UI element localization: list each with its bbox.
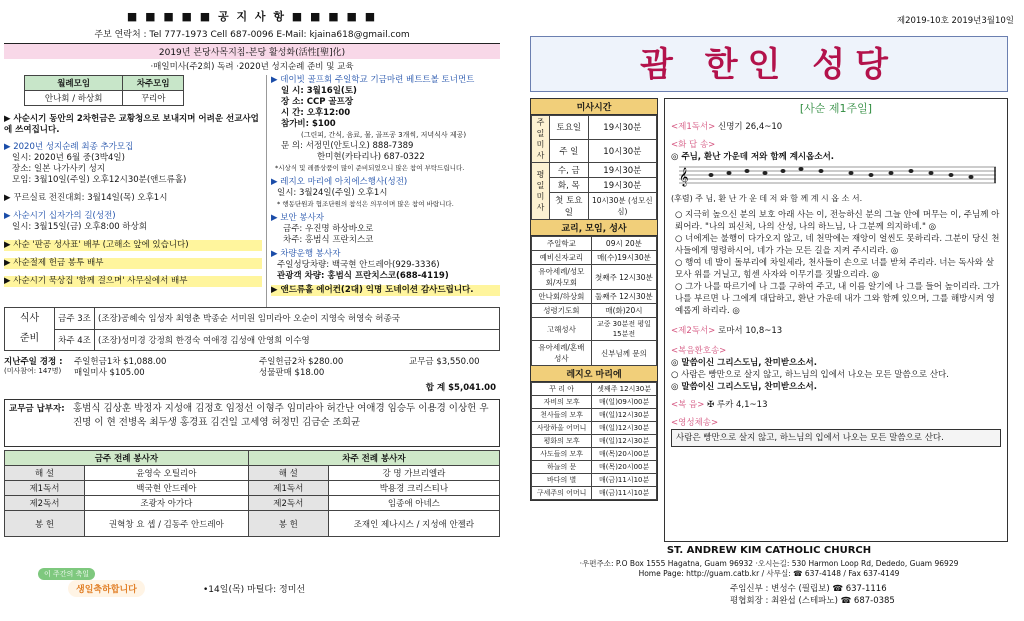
edu-time-4: 둘째주 12시30분	[591, 290, 656, 304]
server-role2-2: 제1독서	[248, 481, 328, 496]
event-security-this: 금주: 우진명 하상바오로	[283, 224, 374, 234]
donor-box	[4, 399, 500, 447]
meeting-table	[24, 75, 184, 106]
notice-title: ■ ■ ■ ■ ■ 공 지 사 항 ■ ■ ■ ■ ■	[126, 10, 378, 23]
notice-area	[4, 75, 500, 307]
acclamation-label: <복음환호송>	[671, 346, 727, 356]
edu-table	[531, 236, 657, 366]
second-reading-label: <제2독서>	[671, 326, 716, 336]
legio-time-1: 셋째주 12시30분	[592, 383, 657, 396]
score-lyrics: (후렴) 주 님, 환 난 가 운 데 저 와 함 께 계 시 옵 소 서.	[671, 194, 863, 203]
server-this-2: 백국현 안드레아	[85, 481, 249, 496]
season-title: [사순 제1주일]	[799, 102, 873, 115]
server-role2-1: 해 설	[248, 466, 328, 481]
birthday-area	[8, 566, 500, 606]
event-acies: ▶ 레지오 마리에 아치에스행사(성전)	[271, 177, 408, 187]
church-english-name: ST. ANDREW KIM CATHOLIC CHURCH	[666, 545, 872, 556]
event-acies-note: * 행동단원과 협조단원의 참석은 의무이며 많은 참여 바랍니다.	[277, 200, 454, 208]
edu-name-2: 예비신자교리	[532, 251, 592, 265]
mass-time-1: 19시30분	[588, 116, 656, 140]
offering-area	[4, 353, 500, 397]
event-golf-note: *시상식 및 레플상품이 많이 준비되었으니 많은 참여 부탁드립니다.	[275, 164, 465, 172]
mass-group-sunday: 주일미사	[532, 116, 550, 163]
notice-pilgrimage-meet: 모임: 3월10일(주일) 오후12시30분(앤드류홀)	[12, 175, 187, 185]
legio-name-4: 사랑하올 어머니	[532, 422, 592, 435]
server-role-1: 해 설	[5, 466, 85, 481]
server-next-4: 조재인 제나시스 / 지성애 안젤라	[328, 511, 499, 537]
legio-name-6: 사도들의 모후	[532, 448, 592, 461]
edu-time-1: 09시 20분	[591, 237, 656, 251]
event-driver-1: 주일성당차량: 백국현 안드레아(929-3336)	[277, 260, 440, 270]
first-reading-ref: 신명기 26,4~10	[718, 122, 783, 132]
meal-next-names: (조장)성미경 강정희 한경숙 여애경 김성애 안영희 이수영	[95, 329, 500, 351]
legio-time-7: 매(목)20시00분	[592, 461, 657, 474]
edu-name-1: 주일학교	[532, 237, 592, 251]
event-security: ▶ 보안 봉사자	[271, 213, 324, 223]
mass-time-3: 19시30분	[588, 163, 656, 178]
meal-this-group: 금주 3조	[55, 308, 95, 330]
psalm-verse-1: ○ 지극히 높으신 분의 보호 아래 사는 이, 전능하신 분의 그늘 안에 머무는 이, 주님께 아뢰어라. "나의 피신처, 나의 산성, 나의 하느님, 나 그분께 의지하네." ◎	[675, 210, 1000, 232]
psalm-label: <화 답 송>	[671, 140, 716, 150]
server-role2-4: 봉 헌	[248, 511, 328, 537]
edu-time-7: 신부님께 문의	[591, 341, 656, 366]
legio-name-7: 하늘의 문	[532, 461, 592, 474]
event-golf-time: 시 간: 오후12:00	[281, 108, 351, 118]
legio-time-4: 매(일)12시30분	[592, 422, 657, 435]
mass-day-2: 주 일	[550, 139, 589, 163]
edu-name-4: 안나회/하상회	[532, 290, 592, 304]
legio-time-9: 매(금)11시10분	[592, 487, 657, 500]
notice-pilgrimage-place: 장소: 일본 나가사키 성지	[12, 164, 106, 174]
server-role-3: 제2독서	[5, 496, 85, 511]
edu-time-2: 매(수)19시30분	[591, 251, 656, 265]
notice-stations: ▶ 사순시기 십자가의 길(성전)	[4, 211, 116, 221]
notice-envelope: ▶ 사순절제 헌금 봉투 배부	[4, 258, 262, 269]
birthday-label: 생일축하합니다	[68, 580, 145, 597]
mass-day-5: 첫 토요일	[550, 193, 589, 220]
music-score	[671, 163, 1001, 189]
offering-tithe: 교무금 $3,550.00	[409, 357, 480, 367]
gospel-ref: ✠ 루카 4,1~13	[707, 400, 768, 410]
legio-head: 레지오 마리에	[531, 366, 657, 382]
event-acies-date: 일시: 3월24일(주일) 오후1시	[277, 188, 388, 198]
church-homepage: Home Page: http://guam.catb.kr / 사무실: ☎ 637-4148 / Fax 637-4149	[638, 569, 900, 578]
edu-name-5: 성령기도회	[532, 304, 592, 318]
event-golf-contact-2: 한미현(카타리나) 687-0322	[317, 152, 425, 162]
servers-head-next: 차주 전례 봉사자	[248, 451, 499, 466]
edu-time-3: 첫째주 12시30분	[591, 265, 656, 290]
offering-total: 합 계 $5,041.00	[425, 383, 496, 393]
notice-offering: ▶ 사순시기 동안의 2차헌금은 교황청으로 보내지며 어려운 선교사업에 쓰여집니다.	[4, 114, 259, 135]
notice-confession-card: ▶ 사순 '판공 성사표' 배부 (고해소 앞에 있습니다)	[4, 240, 262, 251]
mass-day-3: 수, 금	[550, 163, 589, 178]
offering-label: 지난주일 경정 :	[4, 357, 63, 367]
servers-table	[4, 450, 500, 537]
mass-day-4: 화, 목	[550, 178, 589, 193]
pastoral-motto-sub: ·매일미사(주2회) 독려 ·2020년 성지순례 준비 및 교육	[150, 62, 354, 72]
notice-pilgrimage: ▶ 2020년 성지순례 최종 추가모집	[4, 142, 134, 152]
psalm-refrain: ◎ 주님, 환난 가운데 저와 함께 계시옵소서.	[671, 152, 835, 162]
birthday-text: •14일(목) 마틸다: 정미선	[203, 585, 306, 595]
meal-label-1: 식사	[19, 313, 40, 324]
second-reading-ref: 로마서 10,8~13	[718, 326, 783, 336]
edu-name-7: 유아세례/혼배성사	[532, 341, 592, 366]
acclamation-1: ◎ 말씀이신 그리스도님, 찬미받으소서.	[671, 358, 817, 368]
church-info	[530, 559, 1008, 579]
server-next-2: 박용경 크리스티나	[328, 481, 499, 496]
event-golf-date: 일 시: 3월16일(토)	[281, 86, 357, 96]
legio-name-2: 자비의 모후	[532, 396, 592, 409]
liturgy-panel	[664, 98, 1008, 542]
notice-meditation: ▶ 사순시기 묵상집 '함께 걸으며' 사무실에서 배부	[4, 276, 262, 287]
edu-head: 교리, 모임, 성사	[531, 220, 657, 236]
offering-goods: 성물판매 $18.00	[259, 368, 325, 378]
meeting-head-monthly: 월례모임	[25, 76, 123, 91]
right-page	[520, 0, 1020, 621]
edu-name-3: 유아세례/성모회/자모회	[532, 265, 592, 290]
offering-daily: 매일미사 $105.00	[74, 368, 145, 378]
legio-time-8: 매(금)11시10분	[592, 474, 657, 487]
first-reading-label: <제1독서>	[671, 122, 716, 132]
offering-first: 주일헌금1차 $1,088.00	[74, 357, 167, 367]
legio-table	[531, 382, 657, 500]
birthday-tag: 이 주간의 축일	[38, 568, 95, 580]
notice-stations-date: 일시: 3월15일(금) 오후8:00 하상회	[12, 222, 148, 232]
servers-head-this: 금주 전례 봉사자	[5, 451, 249, 466]
server-this-4: 권혁창 요 셉 / 김동주 안드레아	[85, 511, 249, 537]
mass-time-4: 19시30분	[588, 178, 656, 193]
meal-next-group: 차주 4조	[55, 329, 95, 351]
church-name: 괌 한인 성당	[530, 36, 1008, 92]
mass-head: 미사시간	[531, 99, 657, 115]
event-golf-place: 장 소: CCP 골프장	[281, 97, 354, 107]
schedule-panel	[530, 98, 658, 501]
meeting-val-monthly: 안나회 / 하상회	[25, 91, 123, 106]
edu-time-6: 교중 30분전 평일 15분전	[591, 318, 656, 341]
server-next-1: 강 명 가브리엘라	[328, 466, 499, 481]
pastor-info: 주임신부 : 변성수 (필립보) ☎ 637-1116	[730, 584, 887, 594]
server-this-1: 윤영숙 오틸리아	[85, 466, 249, 481]
svg-text:𝄞: 𝄞	[679, 167, 689, 186]
mass-day-1: 토요일	[550, 116, 589, 140]
server-this-3: 조광자 아가다	[85, 496, 249, 511]
notice-column-right	[266, 75, 500, 307]
offering-attendance: (미사참여: 147명)	[4, 367, 62, 375]
edu-time-5: 매(화)20시	[591, 304, 656, 318]
chair-info: 평협회장 : 최완섭 (스테파노) ☎ 687-0385	[730, 596, 895, 606]
event-driver-2: 관광객 차량: 홍범식 프란치스코(688-4119)	[277, 271, 449, 281]
gospel	[671, 399, 1001, 411]
psalm-verse-3: ○ 행여 네 발이 돌부리에 차일세라, 천사들이 손으로 너를 받쳐 주리라. 너는 독사와 살모사 위를 거닐고, 힘센 사자와 이무기를 짓밟으리라. ◎	[675, 258, 994, 280]
legio-time-6: 매(목)20시00분	[592, 448, 657, 461]
meal-table	[4, 307, 500, 351]
mass-table	[531, 115, 657, 220]
event-golf-includes: (그린피, 간식, 음료, 물, 골프공 3개씩, 저녁식사 제공)	[301, 131, 467, 139]
legio-name-1: 꾸 리 아	[532, 383, 592, 396]
server-role-2: 제1독서	[5, 481, 85, 496]
server-next-3: 임종애 아네스	[328, 496, 499, 511]
second-reading	[671, 325, 1001, 337]
event-driver: ▶ 차량운행 봉사자	[271, 249, 341, 259]
event-donation: ▶ 앤드류홀 에어컨(2대) 익명 도네이션 감사드립니다.	[271, 285, 500, 296]
acclamation-2: ○ 사람은 빵만으로 살지 않고, 하느님의 입에서 나오는 모든 말씀으로 산다.	[671, 370, 949, 380]
communion-label: <영성체송>	[671, 418, 719, 428]
legio-time-5: 매(일)12시30분	[592, 435, 657, 448]
contact-line: 주보 연락처 : Tel 777-1973 Cell 687-0096 E-Mail: kjaina618@gmail.com	[94, 30, 410, 40]
acclamation-3: ◎ 말씀이신 그리스도님, 찬미받으소서.	[671, 382, 817, 392]
meeting-val-next: 꾸리아	[123, 91, 184, 106]
meeting-head-next: 차주모임	[123, 76, 184, 91]
event-security-next: 차주: 홍범식 프란치스코	[283, 235, 374, 245]
communion-text: 사람은 빵만으로 살지 않고, 하느님의 입에서 나오는 모든 말씀으로 산다.	[671, 429, 1001, 447]
psalm-verse-4: ○ 그가 나를 따르기에 나 그를 구하여 주고, 내 이름 알기에 나 그를 들어 높이리라. 그가 나를 부르면 나 그에게 대답하고, 환난 가운데 내가 그와 함께 있으며, 그를 해방시켜 영예롭게 하리라. ◎	[675, 282, 1000, 316]
notice-cursillo: ▶ 꾸르실료 전진대회: 3월14일(목) 오후1시	[4, 193, 168, 203]
pastoral-motto: 2019년 본당사목지침-본당 활성화(活性[聖]化)	[4, 43, 500, 59]
offering-second: 주일헌금2차 $280.00	[259, 357, 344, 367]
notice-pilgrimage-date: 일시: 2020년 6월 중(3박4일)	[12, 153, 125, 163]
legio-name-5: 평화의 모후	[532, 435, 592, 448]
edu-name-6: 고해성사	[532, 318, 592, 341]
issue-number: 제2019-10호 2019년3월10일	[896, 16, 1014, 26]
meal-label-2: 준비	[19, 333, 40, 344]
legio-time-2: 매(일)09시00분	[592, 396, 657, 409]
mass-time-5: 10시30분 (성모신심)	[588, 193, 656, 220]
meal-label	[5, 308, 55, 351]
legio-name-9: 구세주의 어머니	[532, 487, 592, 500]
server-role-4: 봉 헌	[5, 511, 85, 537]
donor-label: 교무금 납부자:	[9, 404, 65, 414]
staff-info	[730, 583, 895, 607]
server-role2-3: 제2독서	[248, 496, 328, 511]
legio-time-3: 매(일)12시30분	[592, 409, 657, 422]
meal-this-names: (조장)공혜숙 임성자 최영춘 박종순 서미원 임미라아 오순이 지영숙 허영숙 허종국	[95, 308, 500, 330]
donor-names: 홍범식 김상훈 박정자 지성애 김정호 임정선 이형주 임미라아 허간난 여애경 임승두 이용경 이상헌 우진명 이 현 전병옥 최두생 홍경표 김건일 고세영 허정민 김금순 조희균	[73, 403, 489, 428]
church-address: ·우편주소: P.O Box 1555 Hagatna, Guam 96932 ·오시는길: 530 Harmon Loop Rd, Dededo, Guam 96929	[579, 559, 959, 568]
legio-name-8: 바다의 별	[532, 474, 592, 487]
gospel-label: <복 음>	[671, 400, 705, 410]
event-golf: ▶ 데이빗 골프회 주일학교 기금마련 베트트볼 토너먼트	[271, 75, 475, 85]
event-golf-contact: 문 의: 서정민(안토니오) 888-7389	[281, 141, 414, 151]
mass-group-weekday: 평일미사	[532, 163, 550, 220]
notice-column-left	[4, 75, 266, 307]
legio-name-3: 천사들의 모후	[532, 409, 592, 422]
left-page	[0, 0, 504, 621]
event-golf-fee: 참가비: $100	[281, 119, 336, 129]
mass-time-2: 10시30분	[588, 139, 656, 163]
first-reading	[671, 121, 1001, 133]
psalm-verse-2: ○ 너에게는 불행이 다가오지 않고, 네 천막에는 재앙이 얼씬도 못하리라. 그분이 당신 천사들에게 명령하시어, 네가 가는 모든 길을 지켜 주시리라. ◎	[675, 234, 1000, 256]
